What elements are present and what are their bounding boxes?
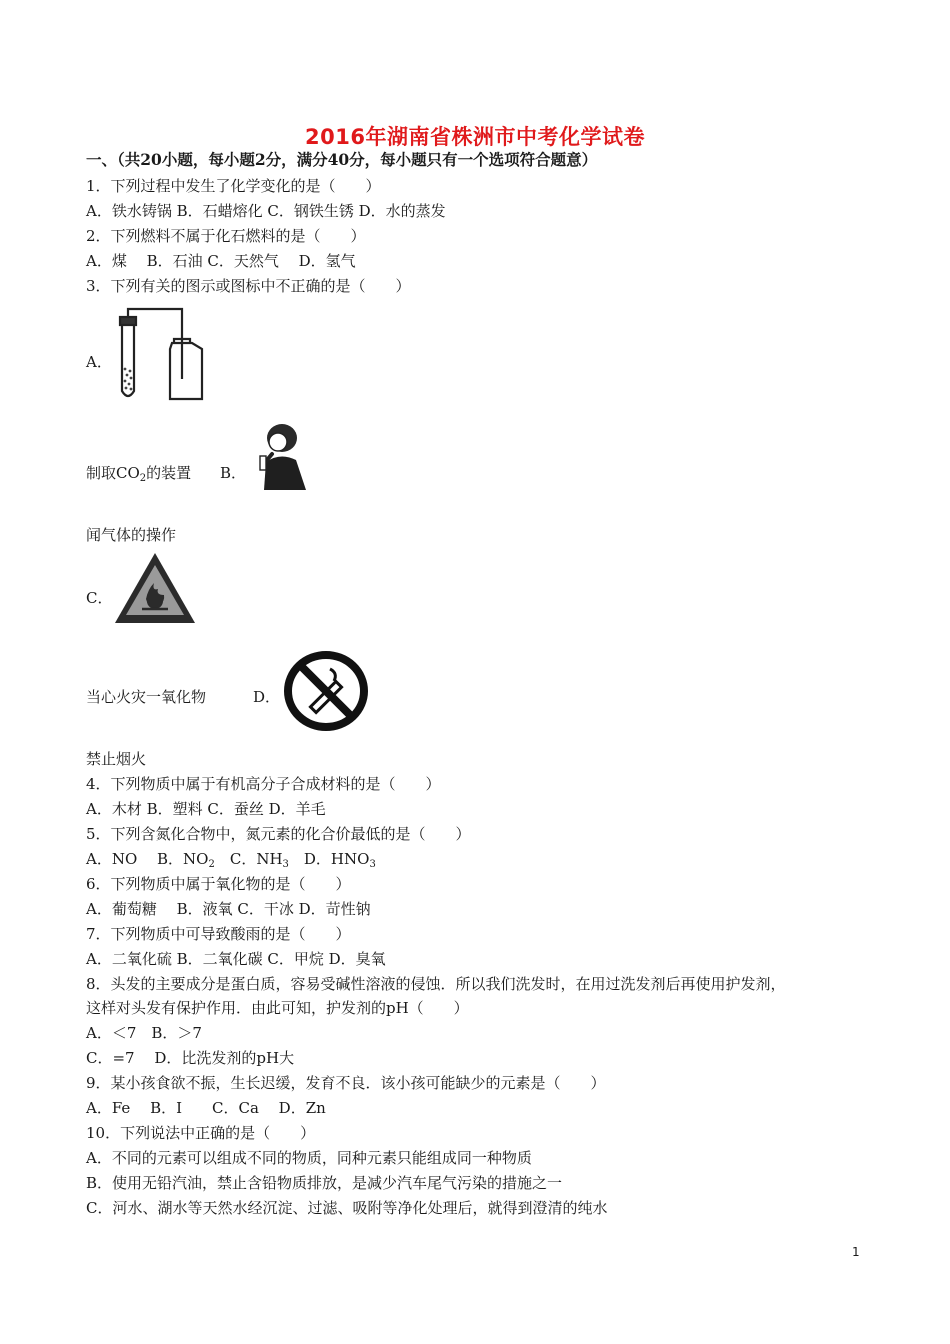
question-2-options: A．煤 B．石油 C．天然气 D．氢气	[86, 252, 356, 270]
question-3-option-a-caption: 制取$CO_2$的装置	[86, 464, 192, 484]
no-smoking-sign-image	[282, 649, 372, 733]
question-1-stem: 1．下列过程中发生了化学变化的是（ ）	[86, 177, 381, 195]
question-3-stem: 3．下列有关的图示或图标中不正确的是（ ）	[86, 277, 411, 295]
question-3-option-d-caption: 禁止烟火	[86, 750, 147, 768]
page-title: 2016年湖南省株洲市中考化学试卷	[305, 125, 645, 149]
question-3-option-b-label: B．	[220, 464, 247, 482]
oxidizer-warning-sign-image	[112, 549, 198, 627]
question-10-option-a: A．不同的元素可以组成不同的物质，同种元素只能组成同一种物质	[86, 1149, 532, 1167]
person-smelling-gas-image	[250, 420, 310, 492]
question-9-options: A．Fe B．I C．Ca D．Zn	[86, 1099, 326, 1117]
page-number: 1	[852, 1245, 860, 1259]
question-10-stem: 10．下列说法中正确的是（ ）	[86, 1124, 316, 1142]
question-5-stem: 5．下列含氮化合物中，氮元素的化合价最低的是（ ）	[86, 825, 471, 843]
question-4-stem: 4．下列物质中属于有机高分子合成材料的是（ ）	[86, 775, 441, 793]
question-4-options: A．木材 B．塑料 C．蚕丝 D．羊毛	[86, 800, 326, 818]
question-3-option-d-label: D．	[253, 688, 281, 706]
question-1-options: A．铁水铸锅 B．石蜡熔化 C．钢铁生锈 D．水的蒸发	[86, 202, 446, 220]
question-8-stem-line2: 这样对头发有保护作用．由此可知，护发剂的pH（ ）	[86, 999, 469, 1017]
question-5-options: A．NO B．$NO_2$ C．$NH_3$ D．$HNO_3$	[86, 850, 376, 870]
question-7-options: A．二氧化硫 B．二氧化碳 C．甲烷 D．臭氧	[86, 950, 386, 968]
question-10-option-b: B．使用无铅汽油，禁止含铅物质排放，是减少汽车尾气污染的措施之一	[86, 1174, 563, 1192]
gas-collection-apparatus-image	[110, 305, 210, 405]
question-7-stem: 7．下列物质中可导致酸雨的是（ ）	[86, 925, 351, 943]
question-3-option-b-caption: 闻气体的操作	[86, 526, 177, 544]
question-8-stem-line1: 8．头发的主要成分是蛋白质，容易受碱性溶液的侵蚀．所以我们洗发时，在用过洗发剂后再使用护发剂，	[86, 975, 786, 993]
question-10-option-c: C．河水、湖水等天然水经沉淀、过滤、吸附等净化处理后，就得到澄清的纯水	[86, 1199, 608, 1217]
question-8-options-line2: C．=7 D．比洗发剂的pH大	[86, 1049, 295, 1067]
question-6-stem: 6．下列物质中属于氧化物的是（ ）	[86, 875, 351, 893]
question-3-option-c-caption: 当心火灾一氧化物	[86, 688, 207, 706]
question-8-options-line1: A．＜7 B．＞7	[86, 1024, 202, 1042]
section-heading: 一、（共20小题，每小题2分，满分40分，每小题只有一个选项符合题意）	[86, 150, 598, 169]
question-9-stem: 9．某小孩食欲不振，生长迟缓，发育不良．该小孩可能缺少的元素是（ ）	[86, 1074, 606, 1092]
question-2-stem: 2．下列燃料不属于化石燃料的是（ ）	[86, 227, 366, 245]
question-3-option-c-label: C．	[86, 589, 113, 607]
question-3-option-a-label: A．	[86, 353, 112, 371]
question-6-options: A．葡萄糖 B．液氧 C．干冰 D．苛性钠	[86, 900, 371, 918]
